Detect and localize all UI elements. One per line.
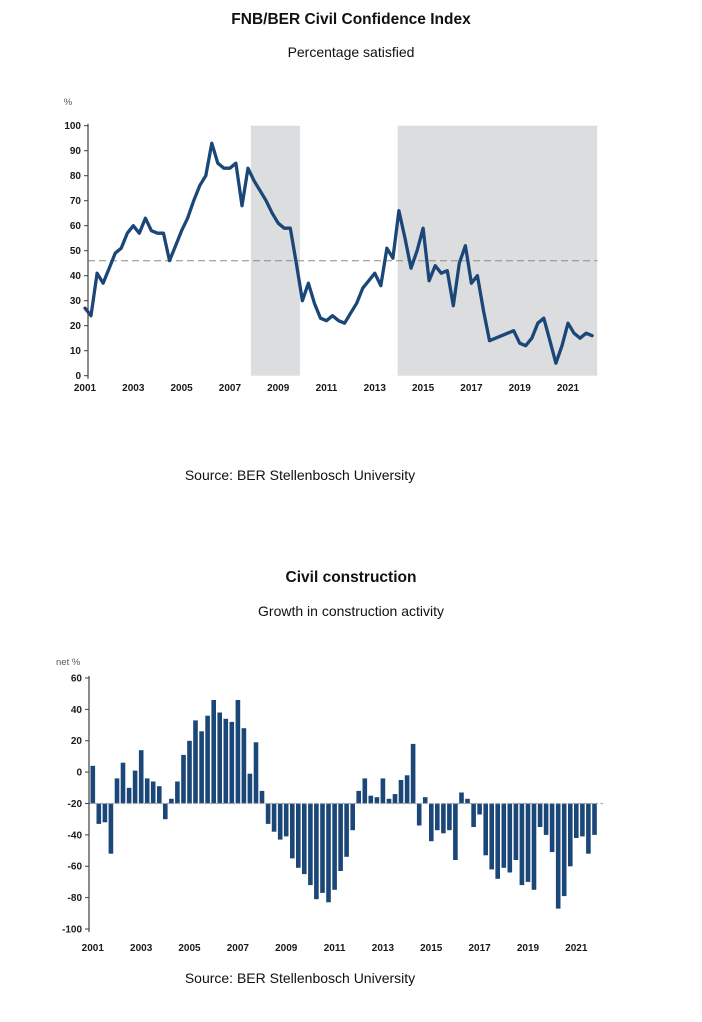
y-tick-label: 60 bbox=[70, 673, 82, 685]
bar bbox=[199, 731, 204, 803]
bar bbox=[236, 700, 241, 804]
x-tick-label: 2019 bbox=[516, 943, 540, 954]
bar bbox=[350, 804, 355, 831]
bar bbox=[326, 804, 331, 903]
bar bbox=[356, 791, 361, 804]
x-tick-label: 2003 bbox=[122, 383, 145, 394]
bar bbox=[574, 804, 579, 839]
x-tick-label: 2021 bbox=[565, 943, 588, 954]
bar bbox=[483, 804, 488, 856]
bar bbox=[109, 804, 114, 854]
bar bbox=[471, 804, 476, 828]
bar bbox=[344, 804, 349, 857]
confidence-line-chart bbox=[0, 90, 702, 405]
bar bbox=[375, 797, 380, 803]
bar bbox=[399, 780, 404, 804]
x-tick-label: 2001 bbox=[73, 383, 97, 394]
x-tick-label: 2013 bbox=[371, 943, 395, 954]
bar bbox=[538, 804, 543, 828]
y-axis-unit-label: net % bbox=[56, 657, 81, 668]
y-tick-label: -40 bbox=[67, 830, 82, 842]
bar bbox=[115, 778, 120, 803]
y-tick-label: 80 bbox=[69, 171, 81, 183]
y-tick-label: 40 bbox=[69, 271, 81, 283]
bar bbox=[520, 804, 525, 886]
y-tick-label: 40 bbox=[70, 704, 82, 716]
bar bbox=[320, 804, 325, 893]
bar bbox=[248, 774, 253, 804]
construction-chart-subtitle: Growth in construction activity bbox=[258, 603, 444, 619]
y-tick-label: 100 bbox=[64, 121, 81, 133]
y-tick-label: 90 bbox=[69, 146, 81, 158]
confidence-chart-title: FNB/BER Civil Confidence Index bbox=[231, 11, 471, 28]
bar bbox=[489, 804, 494, 870]
bar bbox=[145, 778, 150, 803]
y-tick-label: -60 bbox=[67, 861, 82, 873]
x-tick-label: 2015 bbox=[411, 383, 435, 394]
bar bbox=[514, 804, 519, 861]
bar bbox=[290, 804, 295, 859]
bar bbox=[217, 713, 222, 804]
bar bbox=[429, 804, 434, 842]
y-tick-label: -80 bbox=[67, 893, 82, 905]
x-tick-label: 2007 bbox=[226, 943, 249, 954]
bar bbox=[91, 766, 96, 804]
x-axis-labels bbox=[74, 383, 580, 394]
bar bbox=[477, 804, 482, 815]
bar bbox=[97, 804, 102, 824]
bar bbox=[254, 742, 259, 803]
bar bbox=[284, 804, 289, 837]
bar bbox=[169, 799, 174, 804]
bar bbox=[393, 794, 398, 803]
bar bbox=[495, 804, 500, 879]
bar bbox=[369, 796, 374, 804]
x-axis-labels bbox=[82, 943, 588, 954]
bar bbox=[580, 804, 585, 837]
bar bbox=[502, 804, 507, 868]
bar bbox=[526, 804, 531, 882]
bar bbox=[296, 804, 301, 868]
bar bbox=[133, 771, 138, 804]
x-tick-label: 2005 bbox=[170, 383, 193, 394]
bar bbox=[417, 804, 422, 826]
y-axis-unit-label: % bbox=[63, 97, 73, 108]
x-tick-label: 2009 bbox=[275, 943, 298, 954]
bar bbox=[121, 763, 126, 804]
bar bbox=[260, 791, 265, 804]
bar bbox=[157, 786, 162, 803]
bar bbox=[181, 755, 186, 804]
bar bbox=[163, 804, 168, 820]
bar bbox=[187, 741, 192, 804]
bar bbox=[550, 804, 555, 853]
x-tick-label: 2011 bbox=[323, 943, 346, 954]
bar bbox=[151, 782, 156, 804]
y-tick-label: 10 bbox=[69, 346, 81, 358]
bar bbox=[387, 799, 392, 804]
confidence-chart-subtitle: Percentage satisfied bbox=[287, 44, 415, 60]
y-axis-ticks bbox=[64, 121, 88, 382]
bar bbox=[139, 750, 144, 803]
bar bbox=[127, 788, 132, 804]
y-tick-label: 20 bbox=[70, 736, 82, 748]
bar-series bbox=[91, 700, 597, 909]
y-tick-label: -20 bbox=[67, 798, 82, 810]
bar bbox=[103, 804, 108, 823]
bar bbox=[447, 804, 452, 831]
bar bbox=[272, 804, 277, 832]
y-tick-label: 60 bbox=[69, 221, 81, 233]
bar bbox=[242, 728, 247, 803]
x-tick-label: 2003 bbox=[130, 943, 153, 954]
y-tick-label: 50 bbox=[69, 246, 81, 258]
bar bbox=[193, 720, 198, 803]
bar bbox=[508, 804, 513, 873]
bar bbox=[224, 719, 229, 804]
x-tick-label: 2001 bbox=[81, 943, 104, 954]
bar bbox=[423, 797, 428, 803]
y-tick-label: -100 bbox=[61, 924, 82, 936]
bar bbox=[381, 778, 386, 803]
x-tick-label: 2017 bbox=[460, 383, 483, 394]
bar bbox=[435, 804, 440, 831]
bar bbox=[205, 716, 210, 804]
bar bbox=[230, 722, 235, 804]
bar bbox=[411, 744, 416, 804]
x-tick-label: 2019 bbox=[508, 383, 531, 394]
x-tick-label: 2007 bbox=[218, 383, 242, 394]
bar bbox=[211, 700, 216, 804]
x-tick-label: 2005 bbox=[178, 943, 201, 954]
x-tick-label: 2015 bbox=[420, 943, 443, 954]
bar bbox=[556, 804, 561, 909]
bar bbox=[592, 804, 597, 835]
bar bbox=[175, 782, 180, 804]
y-tick-label: 0 bbox=[76, 767, 82, 779]
y-tick-label: 0 bbox=[75, 371, 81, 383]
bar bbox=[441, 804, 446, 834]
construction-bar-chart bbox=[0, 650, 702, 962]
bar bbox=[302, 804, 307, 875]
x-tick-label: 2009 bbox=[267, 383, 290, 394]
bar bbox=[308, 804, 313, 886]
construction-chart-source-note: Source: BER Stellenbosch University bbox=[184, 970, 416, 986]
bar bbox=[338, 804, 343, 872]
bar bbox=[453, 804, 458, 861]
x-tick-label: 2013 bbox=[363, 383, 386, 394]
y-tick-label: 30 bbox=[69, 296, 81, 308]
bar bbox=[405, 775, 410, 803]
bar bbox=[544, 804, 549, 835]
construction-chart-title: Civil construction bbox=[285, 569, 417, 586]
confidence-chart-source-note: Source: BER Stellenbosch University bbox=[184, 467, 416, 483]
y-tick-label: 70 bbox=[69, 196, 81, 208]
bar bbox=[459, 793, 464, 804]
x-tick-label: 2021 bbox=[556, 383, 580, 394]
x-tick-label: 2011 bbox=[315, 383, 338, 394]
y-axis-ticks bbox=[62, 673, 89, 935]
bar bbox=[586, 804, 591, 854]
bar bbox=[363, 778, 368, 803]
bar bbox=[314, 804, 319, 900]
bar bbox=[562, 804, 567, 897]
bar bbox=[568, 804, 573, 867]
bar bbox=[332, 804, 337, 890]
bar bbox=[278, 804, 283, 840]
bar bbox=[532, 804, 537, 890]
y-tick-label: 20 bbox=[69, 321, 81, 333]
bar bbox=[465, 799, 470, 804]
x-tick-label: 2017 bbox=[468, 943, 491, 954]
bar bbox=[266, 804, 271, 824]
